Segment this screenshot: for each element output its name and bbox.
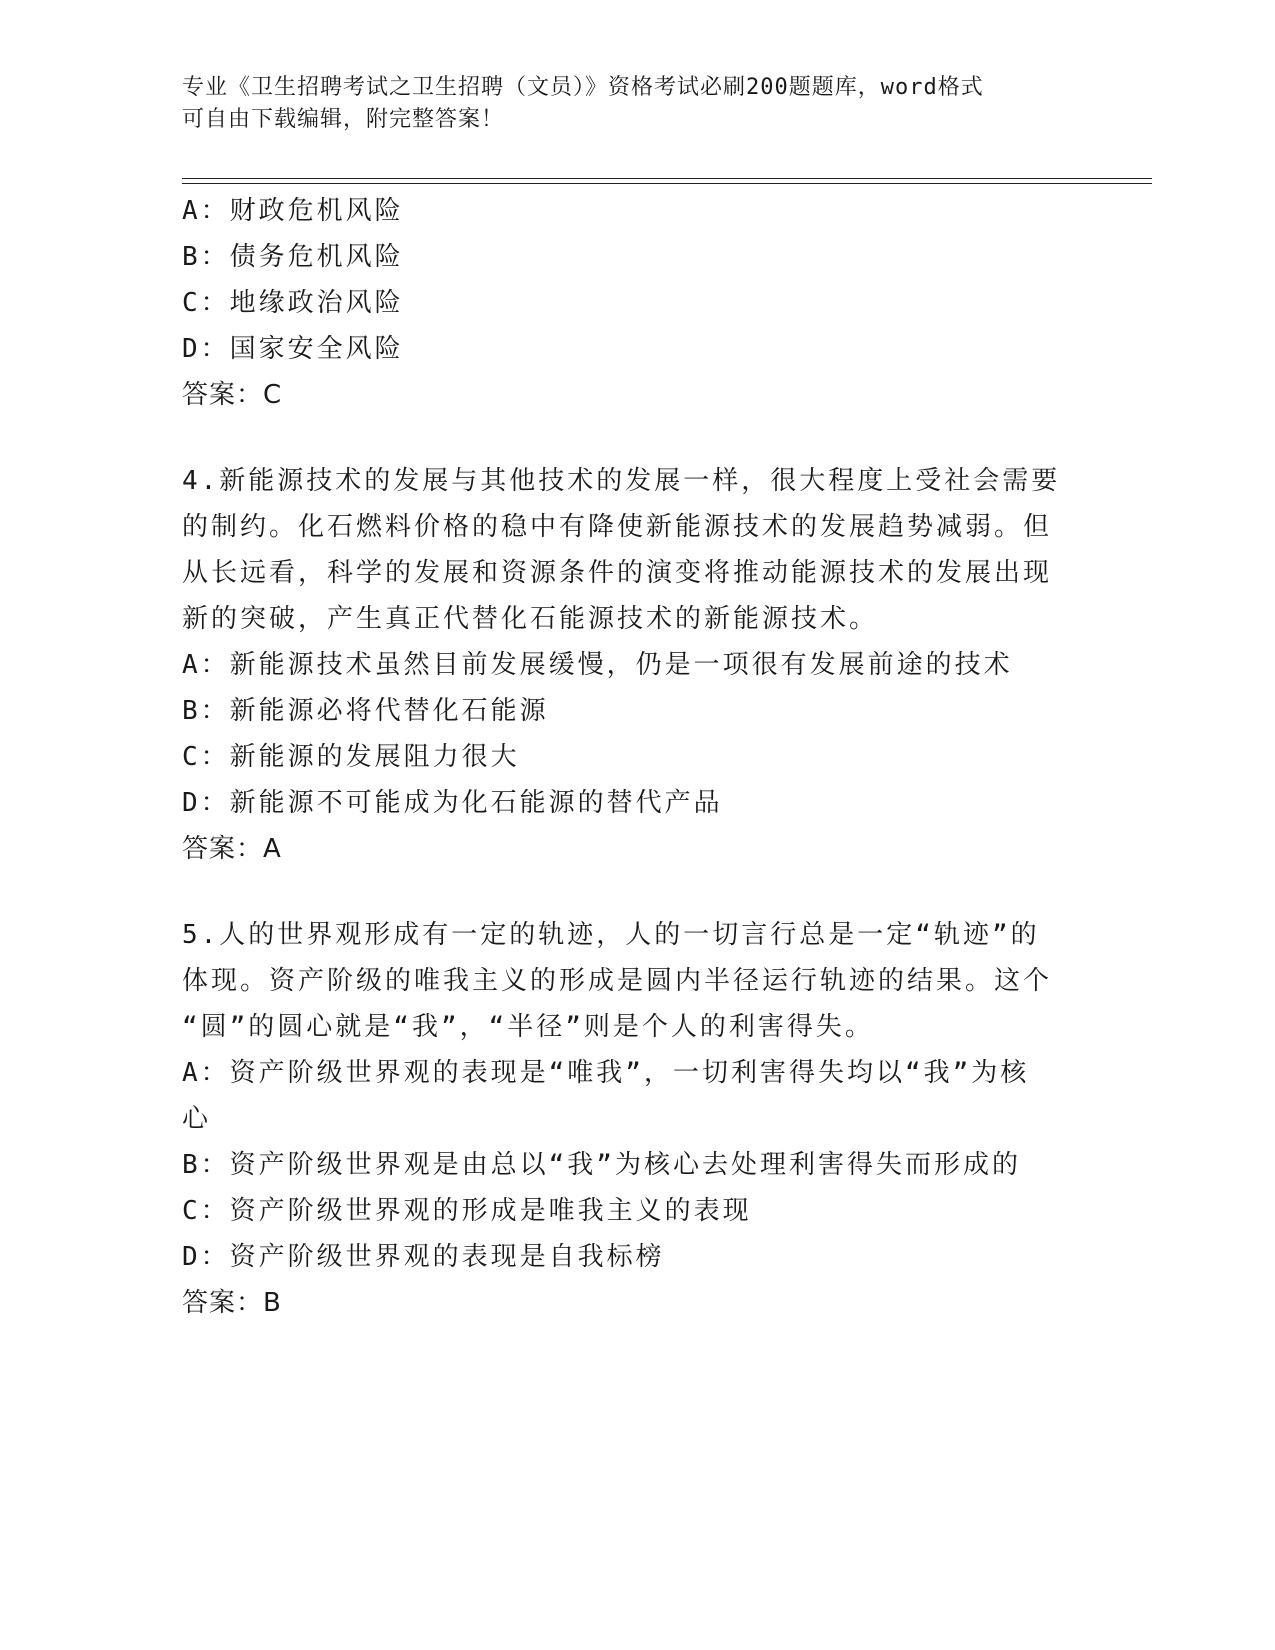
q3-option-a: A：财政危机风险	[182, 196, 404, 226]
header-divider-top	[182, 178, 1152, 179]
q5-option-d: D：资产阶级世界观的表现是自我标榜	[182, 1242, 665, 1272]
question-list	[182, 188, 1082, 1326]
q3-option-d: D：国家安全风险	[182, 334, 404, 364]
q5-stem-line-1: 5.人的世界观形成有一定的轨迹，人的一切言行总是一定“轨迹”的	[182, 920, 1040, 950]
header-title-line-1: 专业《卫生招聘考试之卫生招聘（文员）》资格考试必刷200题题库，word格式	[182, 75, 984, 100]
q5-option-a-continued: 心	[182, 1104, 212, 1134]
q4-option-d: D：新能源不可能成为化石能源的替代产品	[182, 788, 723, 818]
q5-option-a: A：资产阶级世界观的表现是“唯我”，一切利害得失均以“我”为核	[182, 1058, 1030, 1088]
question-5	[182, 912, 1082, 1326]
q4-answer: 答案：A	[182, 834, 282, 864]
header-divider-bottom	[182, 183, 1152, 184]
question-3-remainder	[182, 188, 1082, 418]
q4-option-a: A：新能源技术虽然目前发展缓慢，仍是一项很有发展前途的技术	[182, 650, 1013, 680]
spacer	[182, 418, 1082, 458]
q5-answer: 答案：B	[182, 1288, 282, 1318]
q4-stem-line-3: 从长远看，科学的发展和资源条件的演变将推动能源技术的发展出现	[182, 558, 1053, 588]
q4-option-c: C：新能源的发展阻力很大	[182, 742, 520, 772]
q4-stem-line-1: 4.新能源技术的发展与其他技术的发展一样，很大程度上受社会需要	[182, 466, 1061, 496]
page-header	[182, 72, 1062, 136]
q4-option-b: B：新能源必将代替化石能源	[182, 696, 549, 726]
q3-option-b: B：债务危机风险	[182, 242, 404, 272]
header-title-line-2: 可自由下载编辑，附完整答案！	[182, 107, 505, 132]
q5-option-c: C：资产阶级世界观的形成是唯我主义的表现	[182, 1196, 752, 1226]
q3-answer: 答案：C	[182, 380, 283, 410]
q4-stem-line-4: 新的突破，产生真正代替化石能源技术的新能源技术。	[182, 604, 879, 634]
spacer	[182, 872, 1082, 912]
q3-option-c: C：地缘政治风险	[182, 288, 404, 318]
q5-stem-line-3: “圆”的圆心就是“我”，“半径”则是个人的利害得失。	[182, 1012, 874, 1042]
q5-option-b: B：资产阶级世界观是由总以“我”为核心去处理利害得失而形成的	[182, 1150, 1021, 1180]
q4-stem-line-2: 的制约。化石燃料价格的稳中有降使新能源技术的发展趋势减弱。但	[182, 512, 1053, 542]
q5-stem-line-2: 体现。资产阶级的唯我主义的形成是圆内半径运行轨迹的结果。这个	[182, 966, 1053, 996]
question-4	[182, 458, 1082, 872]
